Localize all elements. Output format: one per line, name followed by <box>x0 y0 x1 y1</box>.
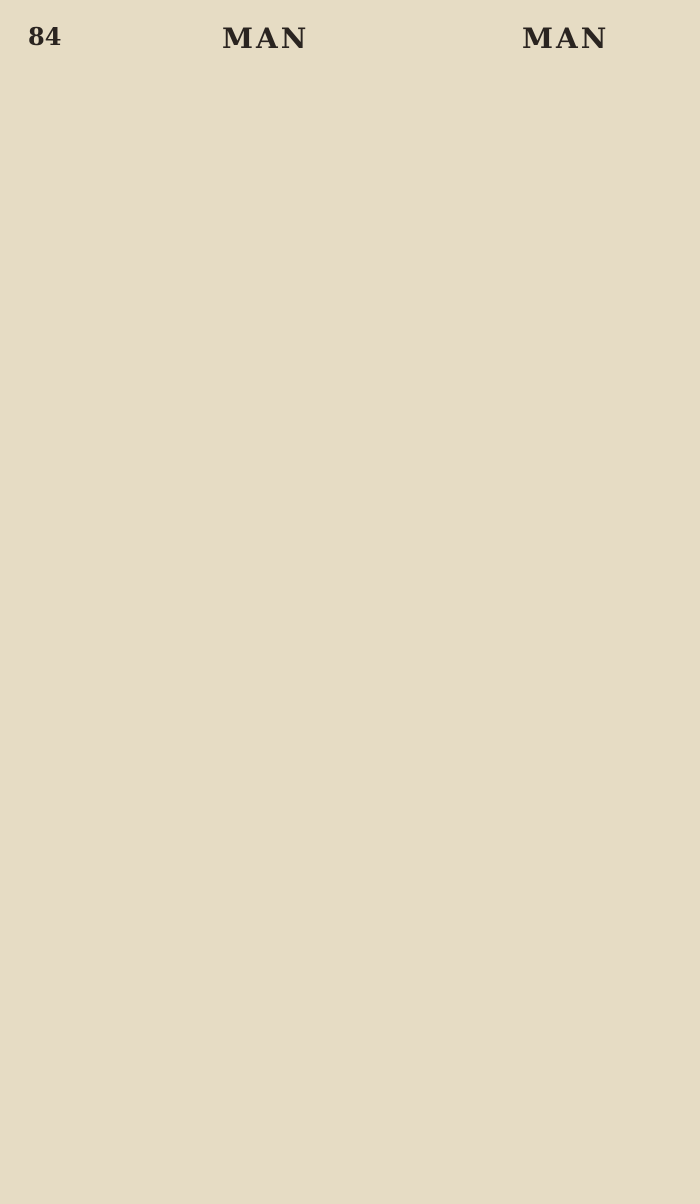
running-head <box>22 20 682 60</box>
right-column <box>359 64 682 1204</box>
page-number: 84 <box>28 22 62 51</box>
right-running-heading: MAN <box>522 22 610 55</box>
left-running-heading: MAN <box>222 22 310 55</box>
left-column <box>22 64 345 1204</box>
text-columns <box>22 64 682 1204</box>
